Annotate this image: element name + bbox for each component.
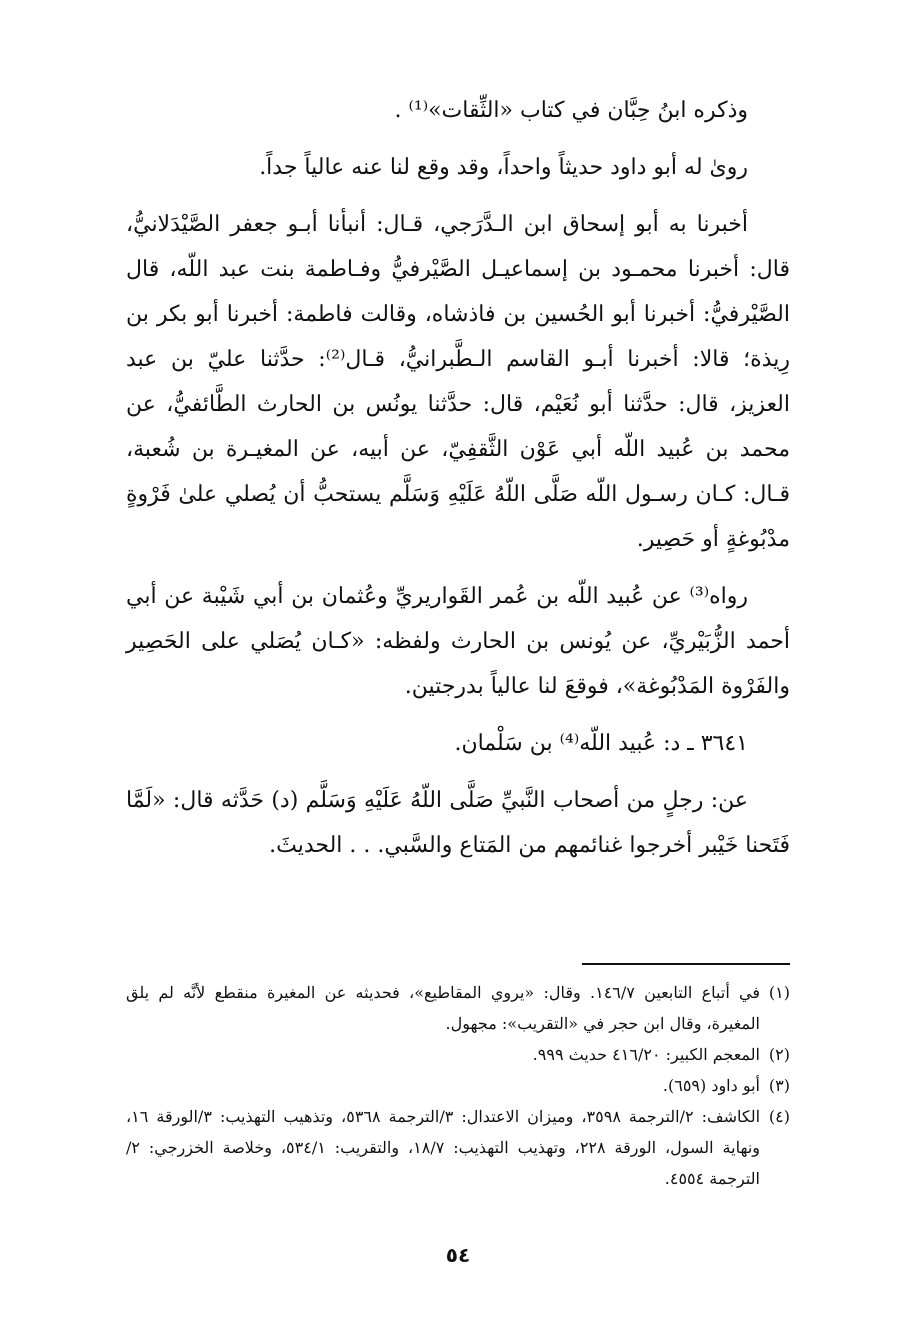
paragraph-ibn-hibban: وذكره ابنُ حِبَّان في كتاب «الثِّقات»⁽¹⁾ . — [394, 98, 748, 123]
page-number: ٥٤ — [445, 1243, 471, 1267]
paragraph-riwaya: رواه⁽³⁾ عن عُبيد اللّه بن عُمر القَواريريِّ وعُثمان بن أبي شَيْبة عن أبي أحمد الزُّبَيْريِّ، عن يُونس بن الحارث ولفظه: «كـان يُصَلي على الحَصِير والفَرْوة المَدْبُوغة»، فوقعَ لنا عالياً بدرجتين. — [126, 584, 790, 699]
main-text — [126, 88, 790, 868]
footnote-number: (٤) — [768, 1107, 790, 1126]
entry-heading: ٣٦٤١ ـ د: عُبيد اللّه⁽⁴⁾ بن سَلْمان. — [454, 731, 748, 756]
footnote-4 — [126, 1101, 790, 1194]
footnote-text: المعجم الكبير: ٤١٦/٢٠ حديث ٩٩٩. — [532, 1045, 760, 1064]
footnote-3 — [126, 1070, 790, 1101]
footnote-separator — [582, 963, 790, 965]
footnote-number: (٢) — [768, 1045, 790, 1064]
entry-text: عن: رجلٍ من أصحاب النَّبيِّ صَلَّى اللّهُ عَلَيْهِ وَسَلَّم (د) حَدَّثه قال: «لَمَّا فَتَحنا خَيْبر أخرجوا غنائمهم من المَتاع والسَّبي. . . الحديثَ. — [126, 788, 790, 858]
footnote-text: في أتباع التابعين ١٤٦/٧. وقال: «يروي المقاطيع»، فحديثه عن المغيرة منقطع لأنَّه لم يلق المغيرة، وقال ابن حجر في «التقريب»: مجهول. — [126, 983, 761, 1033]
footnote-1 — [126, 977, 790, 1039]
footnotes — [126, 977, 790, 1194]
footnote-number: (١) — [768, 983, 790, 1002]
footnote-text: أبو داود (٦٥٩). — [662, 1076, 760, 1095]
paragraph-abu-dawud: روىٰ له أبو داود حديثاً واحداً، وقد وقع لنا عنه عالياً جداً. — [259, 155, 748, 180]
footnote-2 — [126, 1039, 790, 1070]
paragraph-isnad: أخبرنا به أبو إسحاق ابن الـدَّرَجي، قـال: أنبأنا أبـو جعفر الصَّيْدَلانيُّ، قال: أخبرنا محمـود بن إسماعيـل الصَّيْرفيُّ وفـاطمة بنت عبد اللّه، قال الصَّيْرفيُّ: أخبرنا أبو الحُسين بن فاذشاه، وقالت فاطمة: أخبرنا أبو بكر بن رِيذة؛ قالا: أخبرنا أبـو القاسم الـطَّبرانيُّ، قـال⁽²⁾: حدَّثنا عليّ بن عبد العزيز، قال: حدَّثنا أبو نُعَيْم، قال: حدَّثنا يونُس بن الحارث الطَّائفيُّ، عن محمد بن عُبيد اللّه أبي عَوْن الثَّقفِيّ، عن أبيه، عن المغيـرة بن شُعبة، قـال: كـان رسـول اللّه صَلَّى اللّهُ عَلَيْهِ وَسَلَّم يستحبُّ أن يُصلي علىٰ فَرْوةٍ مدْبُوغةٍ أو حَصِير. — [126, 212, 790, 552]
footnote-text: الكاشف: ٢/الترجمة ٣٥٩٨، وميزان الاعتدال: ٣/الترجمة ٥٣٦٨، وتذهيب التهذيب: ٣/الورقة ١٦، ونهاية السول، الورقة ٢٢٨، وتهذيب التهذيب: ١٨/٧، والتقريب: ٥٣٤/١، وخلاصة الخزرجي: ٢/الترجمة ٤٥٥٤. — [126, 1107, 761, 1188]
footnote-number: (٣) — [768, 1076, 790, 1095]
